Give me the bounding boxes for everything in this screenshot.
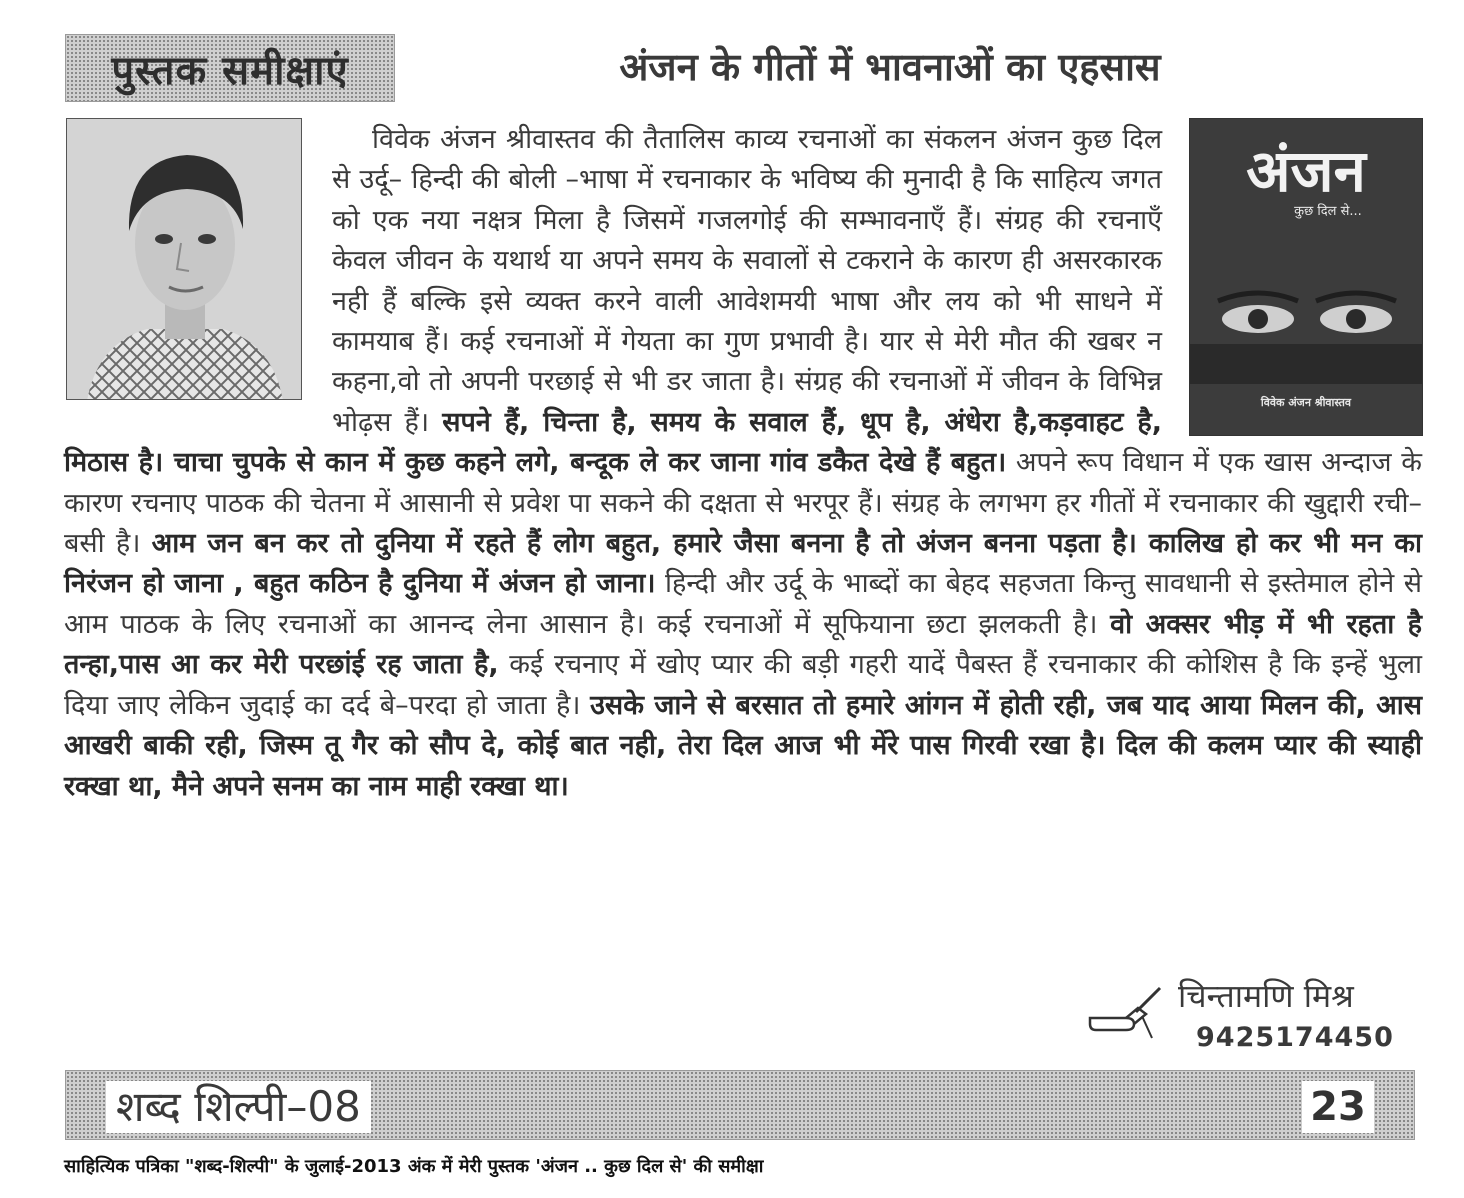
book-cover-author: विवेक अंजन श्रीवास्तव [1260, 396, 1352, 409]
article-quote: सपने हैं, चिन्ता है, समय के सवाल हैं, धूप है, अंधेरा है,कड़वाहट है, मिठास है। चाचा चुपके से कान में कुछ कहने लगे, बन्दूक ले कर जाना गांव डकैत देखे हैं बहुत। [64, 406, 1162, 479]
book-cover-subtitle: कुछ दिल से... [1294, 204, 1362, 219]
article-quote: उसके जाने से बरसात तो हमारे आंगन में होती रही, जब याद आया मिलन की, आस आखरी बाकी रही, जिस्म तू गैर को सौप दे, कोई बात नही, तेरा दिल आज भी मेंरे पास गिरवी रखा है। दिल की कलम प्यार की स्याही रक्खा था, मैने अपने सनम का नाम माही रक्खा था। [64, 689, 1422, 802]
page-title: अंजन के गीतों में भावनाओं का एहसास [619, 45, 1161, 89]
image-caption: साहित्यिक पत्रिका "शब्द-शिल्पी" के जुलाई-2013 अंक में मेरी पुस्तक 'अंजन .. कुछ दिल से' की समीक्षा [64, 1156, 764, 1177]
article-quote: वो अक्सर भीड़ में भी रहता है तन्हा,पास आ कर मेरी परछांई रह जाता है, [64, 608, 1422, 681]
article-text: अपने रूप विधान में एक खास अन्दाज के कारण रचनाए पाठक की चेतना में आसानी से प्रवेश पा सकने की दक्षता से भरपूर हैं। संग्रह के लगभग हर गीतों में रचनाकार की खुद्दारी रची–बसी है। [64, 447, 1423, 560]
footer-band [65, 1070, 1415, 1140]
signature [1086, 974, 1416, 1064]
author-name: चिन्तामणि मिश्र [1178, 977, 1354, 1015]
page-number: 23 [1302, 1081, 1374, 1133]
book-cover-title: अंजन [1246, 137, 1366, 205]
article-text: हिन्दी और उर्दू के भाब्दों का बेहद सहजता किन्तु सावधानी से इस्तेमाल होने से आम पाठक के लिए रचनाओं का आनन्द लेना आसान है। कई रचनाओं में सूफियाना छटा झलकती है। [64, 568, 1422, 640]
author-phone: 9425174450 [1196, 1022, 1394, 1053]
article-body [64, 120, 1422, 807]
section-label: पुस्तक समीक्षाएं [65, 34, 395, 102]
writing-hand-icon [1086, 982, 1166, 1042]
magazine-name: शब्द शिल्पी–08 [106, 1081, 371, 1133]
article-text: कई रचनाए में खोए प्यार की बड़ी गहरी यादें पैबस्त हैं रचनाकार की कोशिस है कि इन्हें भुला दिया जाए लेकिन जुदाई का दर्द बे–परदा हो जाता है। [64, 649, 1422, 721]
article-quote: आम जन बन कर तो दुनिया में रहते हैं लोग बहुत, हमारे जैसा बनना है तो अंजन बनना पड़ता है। कालिख हो कर भी मन का निरंजन हो जाना , बहुत कठिन है दुनिया में अंजन हो जाना। [64, 528, 1422, 600]
article-text: विवेक अंजन श्रीवास्तव की तैतालिस काव्य रचनाओं का संकलन अंजन कुछ दिल से उर्दू– हिन्दी की बोली –भाषा में रचनाकार के भविष्य की मुनादी है कि साहित्य जगत को एक नया नक्षत्र मिला है जिसमें गजलगोई की सम्भावनाएँ हैं। संग्रह की रचनाएँ केवल जीवन के यथार्थ या अपने समय के सवालों से टकराने के कारण ही असरकारक नही हैं बल्कि इसे व्यक्त करने वाली आवेशमयी भाषा और लय को भी साधने में कामयाब हैं। कई रचनाओं में गेयता का गुण प्रभावी है। यार से मेरी मौत की खबर न कहना,वो तो अपनी परछाई से भी डर जाता है। संग्रह की रचनाओं में जीवन के विभिन्न भोढ़स हैं। [332, 124, 1162, 438]
